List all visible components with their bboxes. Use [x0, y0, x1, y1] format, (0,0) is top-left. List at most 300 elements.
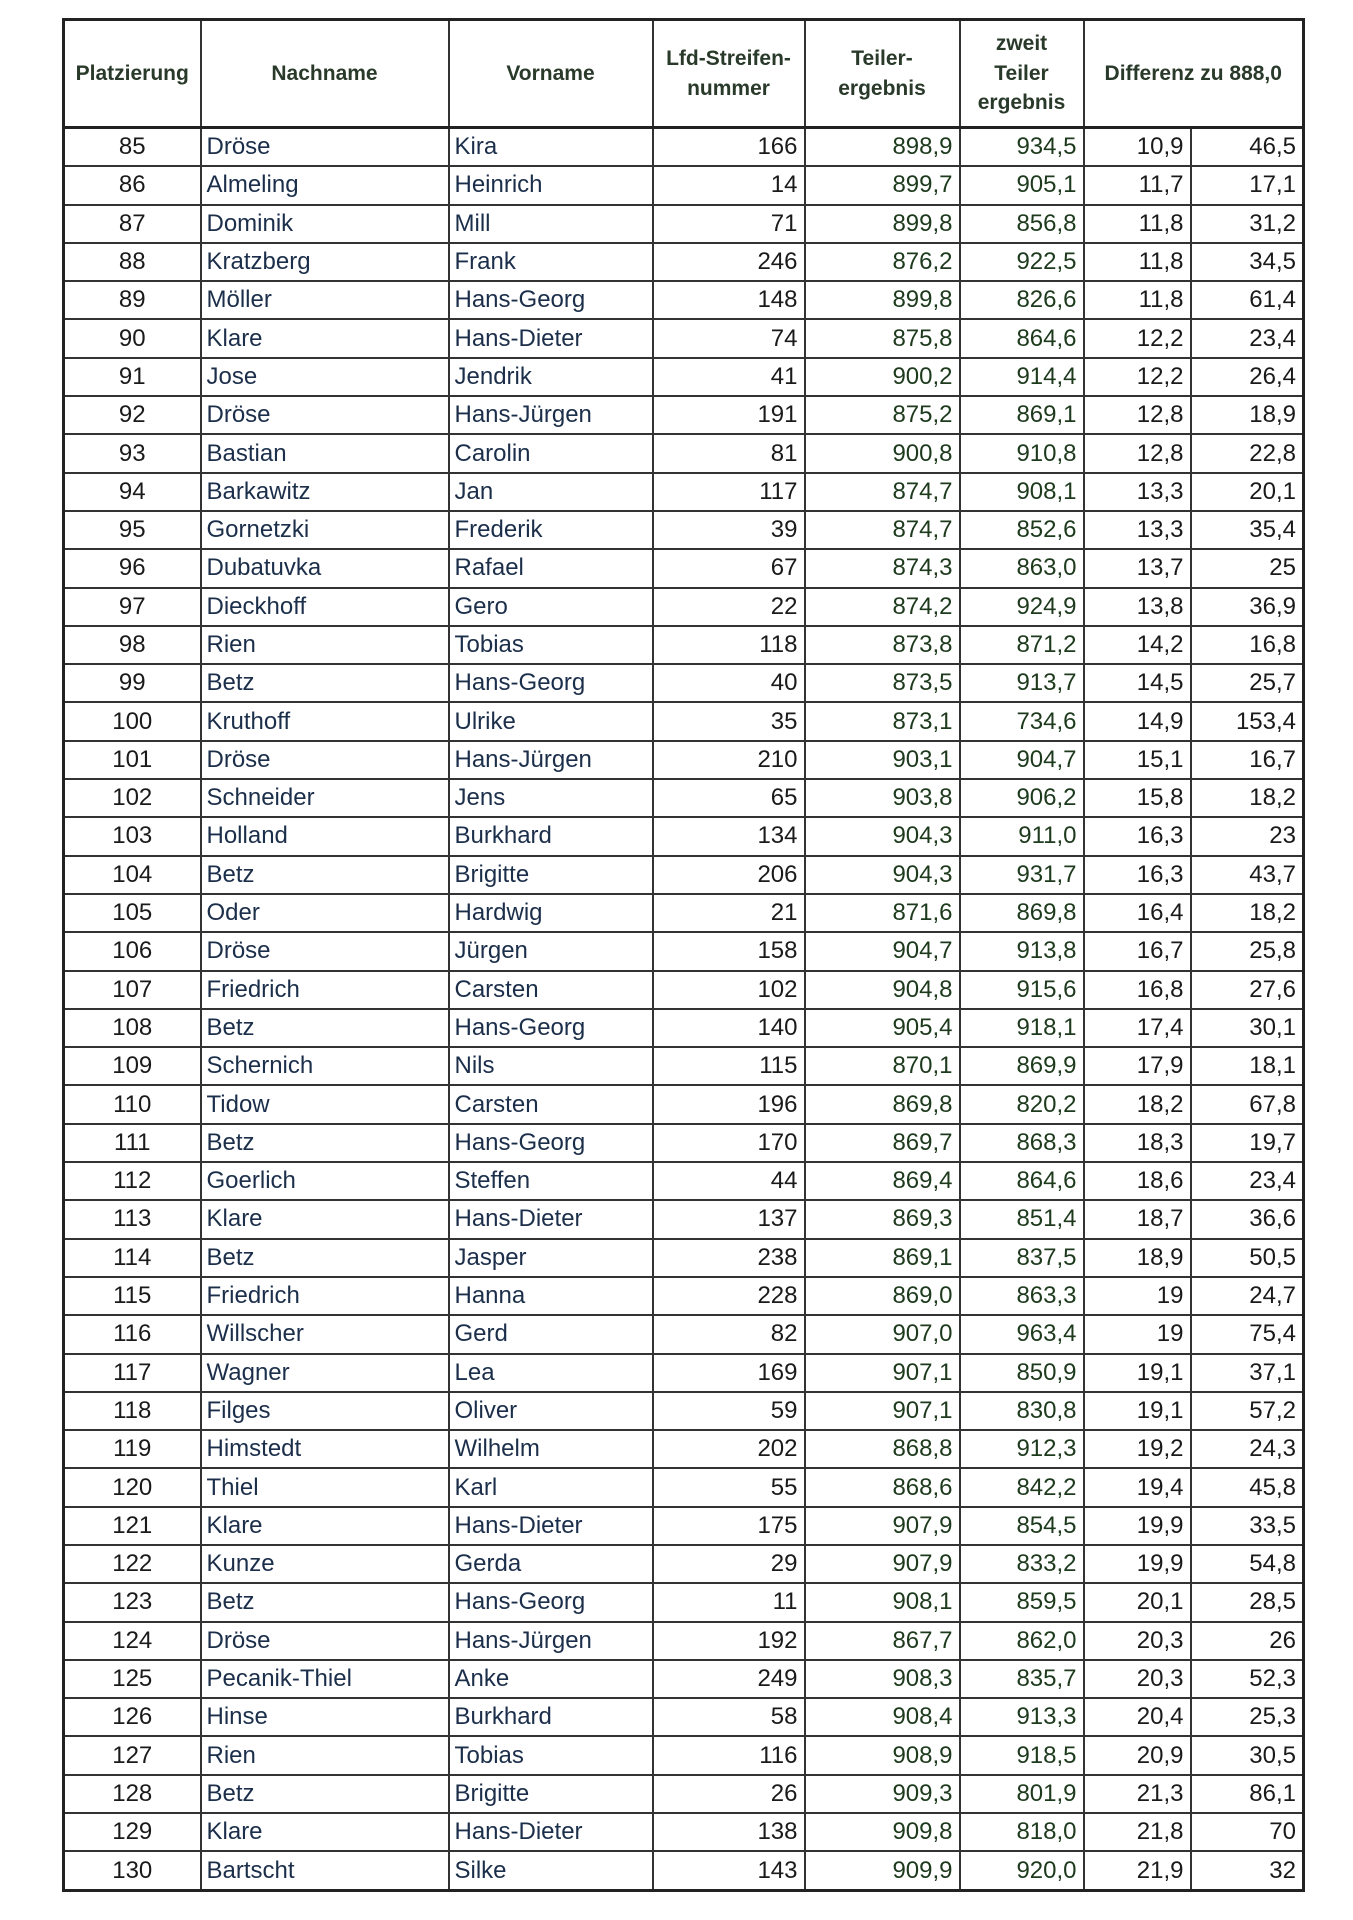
table-row — [64, 1583, 1304, 1621]
table-row — [64, 319, 1304, 357]
differenz-zweit-cell: 45,8 — [1191, 1468, 1304, 1506]
table-row — [64, 1200, 1304, 1238]
nachname-cell: Himstedt — [201, 1430, 449, 1468]
table-row — [64, 1162, 1304, 1200]
differenz-zweit-cell: 28,5 — [1191, 1583, 1304, 1621]
rank-cell: 116 — [64, 1315, 201, 1353]
differenz-zweit-cell: 30,5 — [1191, 1736, 1304, 1774]
differenz-zweit-cell: 26,4 — [1191, 358, 1304, 396]
teilerergebnis-cell: 869,7 — [805, 1124, 960, 1162]
table-row — [64, 1813, 1304, 1851]
vorname-cell: Carolin — [449, 434, 653, 472]
differenz-teiler-cell: 19,2 — [1084, 1430, 1191, 1468]
zweit-teilerergebnis-cell: 818,0 — [960, 1813, 1084, 1851]
zweit-teilerergebnis-cell: 820,2 — [960, 1085, 1084, 1123]
zweit-teilerergebnis-cell: 830,8 — [960, 1392, 1084, 1430]
rank-cell: 126 — [64, 1698, 201, 1736]
nachname-cell: Goerlich — [201, 1162, 449, 1200]
teilerergebnis-cell: 909,9 — [805, 1851, 960, 1890]
zweit-teilerergebnis-cell: 924,9 — [960, 588, 1084, 626]
differenz-zweit-cell: 36,9 — [1191, 588, 1304, 626]
differenz-teiler-cell: 12,2 — [1084, 319, 1191, 357]
vorname-cell: Oliver — [449, 1392, 653, 1430]
nachname-cell: Kunze — [201, 1545, 449, 1583]
zweit-teilerergebnis-cell: 868,3 — [960, 1124, 1084, 1162]
streifennummer-cell: 175 — [653, 1507, 805, 1545]
vorname-cell: Rafael — [449, 549, 653, 587]
streifennummer-cell: 14 — [653, 166, 805, 204]
zweit-teilerergebnis-cell: 914,4 — [960, 358, 1084, 396]
nachname-cell: Betz — [201, 1239, 449, 1277]
nachname-cell: Rien — [201, 626, 449, 664]
nachname-cell: Friedrich — [201, 971, 449, 1009]
streifennummer-cell: 21 — [653, 894, 805, 932]
teilerergebnis-cell: 899,8 — [805, 205, 960, 243]
streifennummer-cell: 59 — [653, 1392, 805, 1430]
vorname-cell: Jan — [449, 473, 653, 511]
zweit-teilerergebnis-cell: 864,6 — [960, 319, 1084, 357]
table-row — [64, 473, 1304, 511]
differenz-teiler-cell: 20,1 — [1084, 1583, 1191, 1621]
differenz-teiler-cell: 18,2 — [1084, 1085, 1191, 1123]
rank-cell: 123 — [64, 1583, 201, 1621]
rank-cell: 125 — [64, 1660, 201, 1698]
vorname-cell: Burkhard — [449, 817, 653, 855]
streifennummer-cell: 67 — [653, 549, 805, 587]
differenz-zweit-cell: 61,4 — [1191, 281, 1304, 319]
differenz-zweit-cell: 52,3 — [1191, 1660, 1304, 1698]
differenz-zweit-cell: 23,4 — [1191, 1162, 1304, 1200]
nachname-cell: Kratzberg — [201, 243, 449, 281]
zweit-teilerergebnis-cell: 833,2 — [960, 1545, 1084, 1583]
nachname-cell: Schneider — [201, 779, 449, 817]
differenz-teiler-cell: 18,3 — [1084, 1124, 1191, 1162]
rank-cell: 96 — [64, 549, 201, 587]
nachname-cell: Rien — [201, 1736, 449, 1774]
table-row — [64, 205, 1304, 243]
teilerergebnis-cell: 903,1 — [805, 741, 960, 779]
nachname-cell: Klare — [201, 1507, 449, 1545]
streifennummer-cell: 65 — [653, 779, 805, 817]
streifennummer-cell: 117 — [653, 473, 805, 511]
differenz-teiler-cell: 21,8 — [1084, 1813, 1191, 1851]
differenz-teiler-cell: 11,8 — [1084, 205, 1191, 243]
teilerergebnis-cell: 900,8 — [805, 434, 960, 472]
differenz-zweit-cell: 34,5 — [1191, 243, 1304, 281]
teilerergebnis-cell: 908,4 — [805, 1698, 960, 1736]
differenz-zweit-cell: 16,8 — [1191, 626, 1304, 664]
teilerergebnis-cell: 898,9 — [805, 128, 960, 167]
table-row — [64, 1392, 1304, 1430]
zweit-teilerergebnis-cell: 915,6 — [960, 971, 1084, 1009]
zweit-teilerergebnis-cell: 869,1 — [960, 396, 1084, 434]
table-row — [64, 281, 1304, 319]
header-zweit-line3: ergebnis — [977, 91, 1066, 115]
nachname-cell: Jose — [201, 358, 449, 396]
differenz-zweit-cell: 54,8 — [1191, 1545, 1304, 1583]
streifennummer-cell: 26 — [653, 1775, 805, 1813]
zweit-teilerergebnis-cell: 913,7 — [960, 664, 1084, 702]
differenz-zweit-cell: 153,4 — [1191, 702, 1304, 740]
differenz-teiler-cell: 16,3 — [1084, 856, 1191, 894]
differenz-zweit-cell: 18,1 — [1191, 1047, 1304, 1085]
teilerergebnis-cell: 873,1 — [805, 702, 960, 740]
zweit-teilerergebnis-cell: 963,4 — [960, 1315, 1084, 1353]
nachname-cell: Oder — [201, 894, 449, 932]
table-row — [64, 1124, 1304, 1162]
differenz-teiler-cell: 13,3 — [1084, 473, 1191, 511]
nachname-cell: Bartscht — [201, 1851, 449, 1890]
vorname-cell: Jasper — [449, 1239, 653, 1277]
differenz-teiler-cell: 21,9 — [1084, 1851, 1191, 1890]
rank-cell: 120 — [64, 1468, 201, 1506]
header-zweit-teiler-ergebnis — [960, 20, 1084, 128]
table-row — [64, 741, 1304, 779]
zweit-teilerergebnis-cell: 842,2 — [960, 1468, 1084, 1506]
teilerergebnis-cell: 873,5 — [805, 664, 960, 702]
teilerergebnis-cell: 869,3 — [805, 1200, 960, 1238]
rank-cell: 115 — [64, 1277, 201, 1315]
differenz-zweit-cell: 36,6 — [1191, 1200, 1304, 1238]
teilerergebnis-cell: 874,7 — [805, 473, 960, 511]
differenz-zweit-cell: 18,2 — [1191, 894, 1304, 932]
nachname-cell: Dröse — [201, 741, 449, 779]
differenz-zweit-cell: 26 — [1191, 1622, 1304, 1660]
differenz-teiler-cell: 17,9 — [1084, 1047, 1191, 1085]
vorname-cell: Hans-Jürgen — [449, 741, 653, 779]
differenz-zweit-cell: 86,1 — [1191, 1775, 1304, 1813]
table-row — [64, 1047, 1304, 1085]
table-row — [64, 1239, 1304, 1277]
table-row — [64, 434, 1304, 472]
header-zweit-line2: Teiler — [994, 61, 1049, 85]
vorname-cell: Karl — [449, 1468, 653, 1506]
differenz-teiler-cell: 19,4 — [1084, 1468, 1191, 1506]
nachname-cell: Holland — [201, 817, 449, 855]
vorname-cell: Gerd — [449, 1315, 653, 1353]
teilerergebnis-cell: 905,4 — [805, 1009, 960, 1047]
teilerergebnis-cell: 873,8 — [805, 626, 960, 664]
zweit-teilerergebnis-cell: 871,2 — [960, 626, 1084, 664]
rank-cell: 85 — [64, 128, 201, 167]
differenz-zweit-cell: 43,7 — [1191, 856, 1304, 894]
streifennummer-cell: 41 — [653, 358, 805, 396]
differenz-zweit-cell: 24,3 — [1191, 1430, 1304, 1468]
table-row — [64, 1736, 1304, 1774]
table-row — [64, 511, 1304, 549]
differenz-zweit-cell: 70 — [1191, 1813, 1304, 1851]
rank-cell: 86 — [64, 166, 201, 204]
table-row — [64, 626, 1304, 664]
streifennummer-cell: 246 — [653, 243, 805, 281]
rank-cell: 89 — [64, 281, 201, 319]
rank-cell: 106 — [64, 932, 201, 970]
teilerergebnis-cell: 874,2 — [805, 588, 960, 626]
table-row — [64, 1851, 1304, 1890]
differenz-teiler-cell: 12,8 — [1084, 434, 1191, 472]
rank-cell: 107 — [64, 971, 201, 1009]
zweit-teilerergebnis-cell: 922,5 — [960, 243, 1084, 281]
table-header — [64, 20, 1304, 128]
table-row — [64, 1277, 1304, 1315]
differenz-teiler-cell: 18,9 — [1084, 1239, 1191, 1277]
differenz-teiler-cell: 13,3 — [1084, 511, 1191, 549]
streifennummer-cell: 158 — [653, 932, 805, 970]
teilerergebnis-cell: 904,7 — [805, 932, 960, 970]
zweit-teilerergebnis-cell: 912,3 — [960, 1430, 1084, 1468]
teilerergebnis-cell: 868,6 — [805, 1468, 960, 1506]
streifennummer-cell: 143 — [653, 1851, 805, 1890]
header-lfd-line2: nummer — [687, 76, 770, 100]
differenz-teiler-cell: 19,9 — [1084, 1507, 1191, 1545]
zweit-teilerergebnis-cell: 920,0 — [960, 1851, 1084, 1890]
table-row — [64, 1775, 1304, 1813]
teilerergebnis-cell: 900,2 — [805, 358, 960, 396]
differenz-zweit-cell: 16,7 — [1191, 741, 1304, 779]
table-row — [64, 1660, 1304, 1698]
differenz-teiler-cell: 14,5 — [1084, 664, 1191, 702]
differenz-teiler-cell: 11,7 — [1084, 166, 1191, 204]
rank-cell: 108 — [64, 1009, 201, 1047]
differenz-zweit-cell: 25,3 — [1191, 1698, 1304, 1736]
header-nachname: Nachname — [201, 20, 449, 128]
differenz-zweit-cell: 46,5 — [1191, 128, 1304, 167]
teilerergebnis-cell: 867,7 — [805, 1622, 960, 1660]
rank-cell: 114 — [64, 1239, 201, 1277]
table-row — [64, 1430, 1304, 1468]
vorname-cell: Tobias — [449, 1736, 653, 1774]
streifennummer-cell: 82 — [653, 1315, 805, 1353]
vorname-cell: Anke — [449, 1660, 653, 1698]
teilerergebnis-cell: 907,0 — [805, 1315, 960, 1353]
table-row — [64, 1545, 1304, 1583]
zweit-teilerergebnis-cell: 918,5 — [960, 1736, 1084, 1774]
streifennummer-cell: 170 — [653, 1124, 805, 1162]
streifennummer-cell: 238 — [653, 1239, 805, 1277]
differenz-teiler-cell: 19 — [1084, 1315, 1191, 1353]
streifennummer-cell: 44 — [653, 1162, 805, 1200]
nachname-cell: Betz — [201, 1583, 449, 1621]
rank-cell: 124 — [64, 1622, 201, 1660]
differenz-zweit-cell: 22,8 — [1191, 434, 1304, 472]
zweit-teilerergebnis-cell: 904,7 — [960, 741, 1084, 779]
rank-cell: 93 — [64, 434, 201, 472]
header-differenz: Differenz zu 888,0 — [1084, 20, 1304, 128]
teilerergebnis-cell: 869,0 — [805, 1277, 960, 1315]
vorname-cell: Hardwig — [449, 894, 653, 932]
table-row — [64, 358, 1304, 396]
vorname-cell: Carsten — [449, 1085, 653, 1123]
zweit-teilerergebnis-cell: 913,3 — [960, 1698, 1084, 1736]
differenz-teiler-cell: 14,2 — [1084, 626, 1191, 664]
vorname-cell: Hanna — [449, 1277, 653, 1315]
teilerergebnis-cell: 899,7 — [805, 166, 960, 204]
zweit-teilerergebnis-cell: 906,2 — [960, 779, 1084, 817]
table-row — [64, 1009, 1304, 1047]
nachname-cell: Barkawitz — [201, 473, 449, 511]
streifennummer-cell: 191 — [653, 396, 805, 434]
differenz-teiler-cell: 18,7 — [1084, 1200, 1191, 1238]
zweit-teilerergebnis-cell: 863,3 — [960, 1277, 1084, 1315]
nachname-cell: Schernich — [201, 1047, 449, 1085]
vorname-cell: Wilhelm — [449, 1430, 653, 1468]
vorname-cell: Gerda — [449, 1545, 653, 1583]
teilerergebnis-cell: 876,2 — [805, 243, 960, 281]
streifennummer-cell: 74 — [653, 319, 805, 357]
streifennummer-cell: 115 — [653, 1047, 805, 1085]
rank-cell: 128 — [64, 1775, 201, 1813]
rank-cell: 98 — [64, 626, 201, 664]
differenz-teiler-cell: 16,7 — [1084, 932, 1191, 970]
differenz-zweit-cell: 19,7 — [1191, 1124, 1304, 1162]
zweit-teilerergebnis-cell: 856,8 — [960, 205, 1084, 243]
streifennummer-cell: 118 — [653, 626, 805, 664]
differenz-teiler-cell: 11,8 — [1084, 281, 1191, 319]
vorname-cell: Carsten — [449, 971, 653, 1009]
zweit-teilerergebnis-cell: 835,7 — [960, 1660, 1084, 1698]
differenz-zweit-cell: 25,7 — [1191, 664, 1304, 702]
vorname-cell: Burkhard — [449, 1698, 653, 1736]
streifennummer-cell: 228 — [653, 1277, 805, 1315]
vorname-cell: Hans-Jürgen — [449, 396, 653, 434]
nachname-cell: Dröse — [201, 128, 449, 167]
teilerergebnis-cell: 904,3 — [805, 856, 960, 894]
table-row — [64, 588, 1304, 626]
vorname-cell: Gero — [449, 588, 653, 626]
rank-cell: 90 — [64, 319, 201, 357]
table-row — [64, 549, 1304, 587]
vorname-cell: Kira — [449, 128, 653, 167]
teilerergebnis-cell: 909,3 — [805, 1775, 960, 1813]
streifennummer-cell: 81 — [653, 434, 805, 472]
nachname-cell: Gornetzki — [201, 511, 449, 549]
differenz-zweit-cell: 33,5 — [1191, 1507, 1304, 1545]
differenz-teiler-cell: 13,8 — [1084, 588, 1191, 626]
nachname-cell: Dröse — [201, 932, 449, 970]
streifennummer-cell: 11 — [653, 1583, 805, 1621]
streifennummer-cell: 39 — [653, 511, 805, 549]
vorname-cell: Hans-Dieter — [449, 1507, 653, 1545]
rank-cell: 105 — [64, 894, 201, 932]
teilerergebnis-cell: 907,1 — [805, 1392, 960, 1430]
differenz-teiler-cell: 14,9 — [1084, 702, 1191, 740]
differenz-zweit-cell: 25,8 — [1191, 932, 1304, 970]
table-row — [64, 702, 1304, 740]
teilerergebnis-cell: 904,8 — [805, 971, 960, 1009]
teilerergebnis-cell: 868,8 — [805, 1430, 960, 1468]
differenz-teiler-cell: 20,3 — [1084, 1622, 1191, 1660]
teilerergebnis-cell: 903,8 — [805, 779, 960, 817]
nachname-cell: Klare — [201, 1200, 449, 1238]
zweit-teilerergebnis-cell: 852,6 — [960, 511, 1084, 549]
differenz-zweit-cell: 30,1 — [1191, 1009, 1304, 1047]
differenz-zweit-cell: 75,4 — [1191, 1315, 1304, 1353]
differenz-teiler-cell: 13,7 — [1084, 549, 1191, 587]
table-row — [64, 932, 1304, 970]
vorname-cell: Hans-Dieter — [449, 1200, 653, 1238]
zweit-teilerergebnis-cell: 734,6 — [960, 702, 1084, 740]
streifennummer-cell: 140 — [653, 1009, 805, 1047]
teilerergebnis-cell: 907,9 — [805, 1507, 960, 1545]
nachname-cell: Filges — [201, 1392, 449, 1430]
streifennummer-cell: 138 — [653, 1813, 805, 1851]
zweit-teilerergebnis-cell: 854,5 — [960, 1507, 1084, 1545]
table-row — [64, 1622, 1304, 1660]
nachname-cell: Almeling — [201, 166, 449, 204]
nachname-cell: Möller — [201, 281, 449, 319]
rank-cell: 110 — [64, 1085, 201, 1123]
vorname-cell: Frederik — [449, 511, 653, 549]
streifennummer-cell: 29 — [653, 1545, 805, 1583]
table-row — [64, 1468, 1304, 1506]
header-zweit-line1: zweit — [995, 32, 1048, 56]
teilerergebnis-cell: 874,3 — [805, 549, 960, 587]
nachname-cell: Kruthoff — [201, 702, 449, 740]
differenz-zweit-cell: 35,4 — [1191, 511, 1304, 549]
differenz-zweit-cell: 18,9 — [1191, 396, 1304, 434]
vorname-cell: Mill — [449, 205, 653, 243]
differenz-zweit-cell: 24,7 — [1191, 1277, 1304, 1315]
teilerergebnis-cell: 907,1 — [805, 1354, 960, 1392]
vorname-cell: Hans-Georg — [449, 1009, 653, 1047]
differenz-teiler-cell: 12,8 — [1084, 396, 1191, 434]
rank-cell: 91 — [64, 358, 201, 396]
teilerergebnis-cell: 909,8 — [805, 1813, 960, 1851]
teilerergebnis-cell: 908,1 — [805, 1583, 960, 1621]
teilerergebnis-cell: 871,6 — [805, 894, 960, 932]
header-lfd-streifennummer — [653, 20, 805, 128]
table-row — [64, 817, 1304, 855]
streifennummer-cell: 134 — [653, 817, 805, 855]
rank-cell: 103 — [64, 817, 201, 855]
header-teilerergebnis — [805, 20, 960, 128]
header-row — [64, 20, 1304, 128]
teilerergebnis-cell: 907,9 — [805, 1545, 960, 1583]
teilerergebnis-cell: 908,3 — [805, 1660, 960, 1698]
rank-cell: 118 — [64, 1392, 201, 1430]
table-row — [64, 1315, 1304, 1353]
differenz-teiler-cell: 16,3 — [1084, 817, 1191, 855]
differenz-zweit-cell: 20,1 — [1191, 473, 1304, 511]
streifennummer-cell: 196 — [653, 1085, 805, 1123]
nachname-cell: Willscher — [201, 1315, 449, 1353]
streifennummer-cell: 166 — [653, 128, 805, 167]
zweit-teilerergebnis-cell: 859,5 — [960, 1583, 1084, 1621]
rank-cell: 129 — [64, 1813, 201, 1851]
vorname-cell: Hans-Georg — [449, 281, 653, 319]
nachname-cell: Betz — [201, 1009, 449, 1047]
vorname-cell: Nils — [449, 1047, 653, 1085]
nachname-cell: Betz — [201, 1124, 449, 1162]
rank-cell: 109 — [64, 1047, 201, 1085]
rank-cell: 99 — [64, 664, 201, 702]
rank-cell: 119 — [64, 1430, 201, 1468]
vorname-cell: Hans-Georg — [449, 1583, 653, 1621]
header-platzierung: Platzierung — [64, 20, 201, 128]
rank-cell: 88 — [64, 243, 201, 281]
differenz-zweit-cell: 50,5 — [1191, 1239, 1304, 1277]
zweit-teilerergebnis-cell: 869,8 — [960, 894, 1084, 932]
rank-cell: 102 — [64, 779, 201, 817]
zweit-teilerergebnis-cell: 918,1 — [960, 1009, 1084, 1047]
rank-cell: 122 — [64, 1545, 201, 1583]
teilerergebnis-cell: 904,3 — [805, 817, 960, 855]
streifennummer-cell: 249 — [653, 1660, 805, 1698]
differenz-zweit-cell: 57,2 — [1191, 1392, 1304, 1430]
rank-cell: 87 — [64, 205, 201, 243]
differenz-teiler-cell: 20,9 — [1084, 1736, 1191, 1774]
nachname-cell: Tidow — [201, 1085, 449, 1123]
